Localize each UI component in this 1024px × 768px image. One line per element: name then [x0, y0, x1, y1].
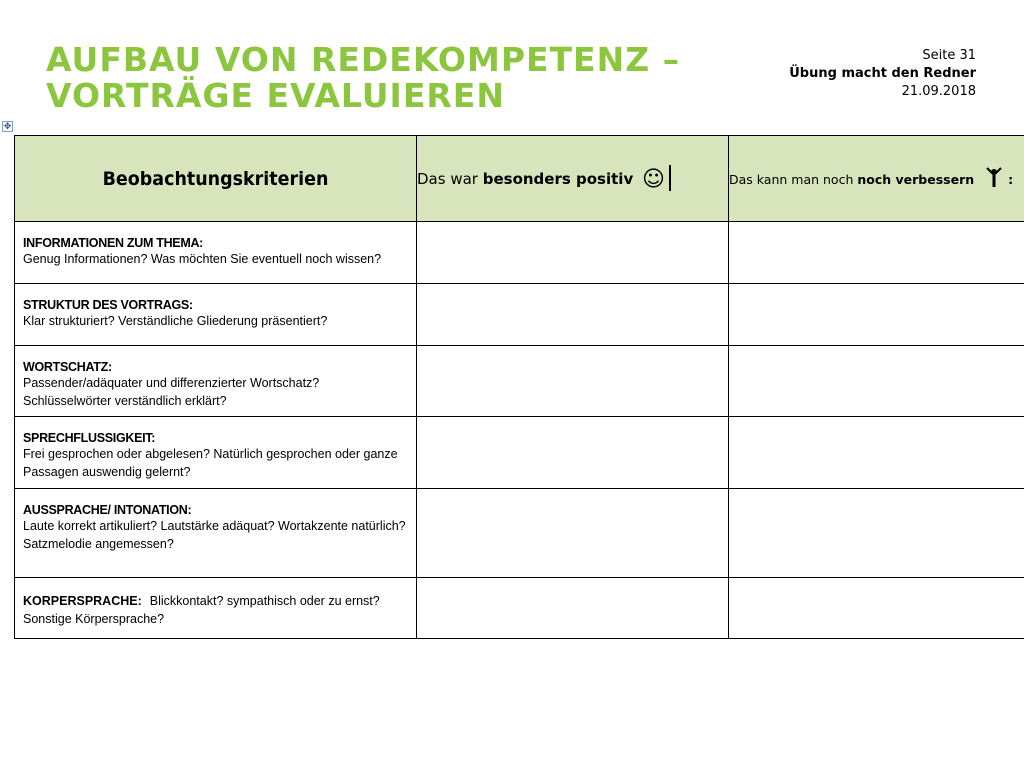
criteria-cell-structure: STRUKTUR DES VORTRAGS: Klar strukturiert? Verständliche Gliederung präsentiert? [15, 284, 417, 346]
table-row [15, 222, 1024, 284]
positive-input-cell[interactable] [417, 284, 729, 346]
text-cursor [669, 165, 671, 191]
positive-input-cell[interactable] [417, 346, 729, 417]
improve-input-cell[interactable] [729, 417, 1024, 489]
improve-input-cell[interactable] [729, 284, 1024, 346]
improve-input-cell[interactable] [729, 489, 1024, 578]
slide-date: 21.09.2018 [901, 84, 976, 99]
criteria-title-inline: KORPERSPRACHE: [23, 594, 142, 608]
positive-input-cell[interactable] [417, 417, 729, 489]
criteria-cell-vocabulary: WORTSCHATZ: Passender/adäquater und differenzierter Wortschatz? Schlüsselwörter verständlich erklärt? [15, 346, 417, 417]
table-header-row [15, 136, 1024, 222]
positive-input-cell[interactable] [417, 489, 729, 578]
evaluation-table [14, 135, 1024, 639]
slide-subtitle: Übung macht den Redner [789, 66, 976, 81]
table-row [15, 489, 1024, 578]
criteria-cell-fluency: SPRECHFLUSSIGKEIT: Frei gesprochen oder abgelesen? Natürlich gesprochen oder ganze Passagen auswendig gelernt? [15, 417, 417, 489]
slide-title-line-1: AUFBAU VON REDEKOMPETENZ – [46, 40, 681, 79]
positive-input-cell[interactable] [417, 222, 729, 284]
wrench-icon [984, 166, 1004, 191]
slide-title-line-2: VORTRÄGE EVALUIEREN [46, 76, 505, 115]
table-row [15, 284, 1024, 346]
header-improve-suffix: : [1008, 172, 1014, 187]
table-row [15, 578, 1024, 639]
positive-input-cell[interactable] [417, 578, 729, 639]
header-improve-prefix: Das kann man noch [729, 172, 858, 187]
table-row [15, 417, 1024, 489]
header-criteria: Beobachtungskriterien [15, 136, 417, 222]
slide-meta [789, 47, 976, 101]
header-positive-prefix: Das war [417, 170, 483, 188]
slide-title [46, 42, 680, 114]
criteria-cell-body-language: KORPERSPRACHE: Blickkontakt? sympathisch oder zu ernst? Sonstige Körpersprache? [15, 578, 417, 639]
move-handle-icon[interactable]: ✥ [3, 121, 12, 131]
header-improve[interactable] [729, 136, 1024, 222]
page-number: Seite 31 [922, 48, 976, 63]
improve-input-cell[interactable] [729, 346, 1024, 417]
header-positive-bold: besonders positiv [482, 170, 634, 188]
criteria-cell-pronunciation: AUSSPRACHE/ INTONATION: Laute korrekt artikuliert? Lautstärke adäquat? Wortakzente natürlich? Satzmelodie angemessen? [15, 489, 417, 578]
improve-input-cell[interactable] [729, 578, 1024, 639]
table-row [15, 346, 1024, 417]
criteria-cell-information: INFORMATIONEN ZUM THEMA: Genug Informationen? Was möchten Sie eventuell noch wissen? [15, 222, 417, 284]
header-improve-bold: noch verbessern [857, 172, 975, 187]
improve-input-cell[interactable] [729, 222, 1024, 284]
criteria-desc-inline: Blickkontakt? sympathisch oder zu ernst? [149, 594, 380, 608]
header-positive[interactable] [417, 136, 729, 222]
smiley-icon: ☺ [642, 167, 665, 192]
